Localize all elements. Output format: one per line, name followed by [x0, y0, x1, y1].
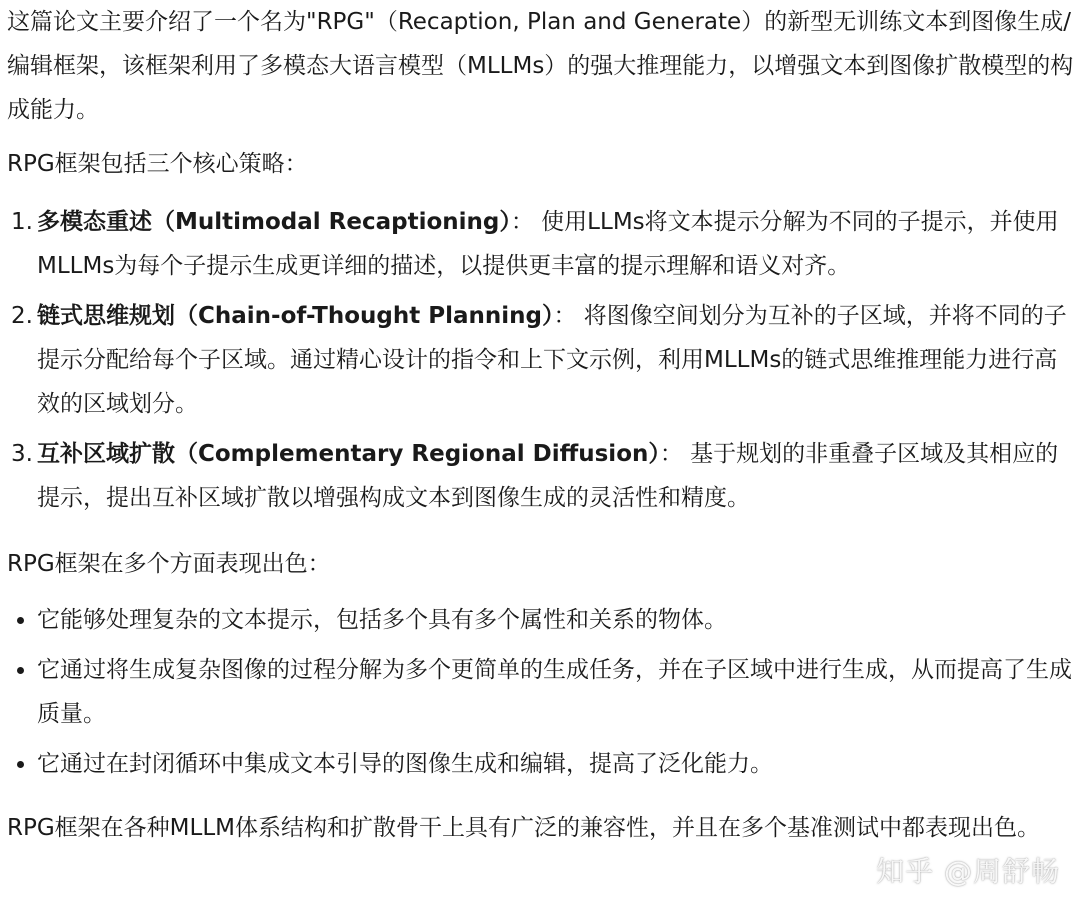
list-number: 2.: [11, 303, 33, 329]
bullet-icon: [17, 617, 24, 624]
bullet-icon: [17, 761, 24, 768]
list-number: 3.: [11, 441, 33, 467]
strategies-lead: RPG框架包括三个核心策略：: [7, 151, 308, 177]
strength-text: 它通过将生成复杂图像的过程分解为多个更简单的生成任务，并在子区域中进行生成，从而提高了生成质量。: [37, 657, 1072, 727]
list-item: [7, 648, 1079, 736]
list-item: [7, 432, 1079, 520]
list-item: [7, 200, 1079, 288]
list-item: [7, 742, 1079, 786]
list-number: 1.: [11, 209, 33, 235]
strategy-title: 互补区域扩散（Complementary Regional Diffusion）: [37, 441, 660, 467]
strategies-list: [7, 200, 1079, 520]
strength-text: 它能够处理复杂的文本提示，包括多个具有多个属性和关系的物体。: [37, 607, 727, 633]
strategy-title: 多模态重述（Multimodal Recaptioning）: [37, 209, 511, 235]
strategy-title: 链式思维规划（Chain-of-Thought Planning）: [37, 303, 554, 329]
strength-text: 它通过在封闭循环中集成文本引导的图像生成和编辑，提高了泛化能力。: [37, 751, 773, 777]
list-item: [7, 294, 1079, 426]
zhihu-watermark: 知乎 @周舒畅: [876, 855, 1060, 888]
bullet-icon: [17, 667, 24, 674]
list-item: [7, 598, 1079, 642]
strategy-text: ： 将图像空间划分为互补的子区域，并将不同的子提示分配给每个子区域。通过精心设计的指令和上下文示例，利用MLLMs的链式思维推理能力进行高效的区域划分。: [37, 303, 1067, 417]
article-body: [7, 0, 1079, 850]
strategy-text: ： 基于规划的非重叠子区域及其相应的提示，提出互补区域扩散以增强构成文本到图像生成的灵活性和精度。: [37, 441, 1059, 511]
strengths-list: [7, 598, 1079, 786]
intro-paragraph: 这篇论文主要介绍了一个名为"RPG"（Recaption, Plan and Generate）的新型无训练文本到图像生成/编辑框架，该框架利用了多模态大语言模型（MLLMs）的强大推理能力，以增强文本到图像扩散模型的构成能力。: [7, 9, 1074, 123]
strategy-text: ： 使用LLMs将文本提示分解为不同的子提示，并使用MLLMs为每个子提示生成更详细的描述，以提供更丰富的提示理解和语义对齐。: [37, 209, 1059, 279]
strengths-lead: RPG框架在多个方面表现出色：: [7, 551, 331, 577]
closing-paragraph: RPG框架在各种MLLM体系结构和扩散骨干上具有广泛的兼容性，并且在多个基准测试中都表现出色。: [7, 815, 1040, 841]
